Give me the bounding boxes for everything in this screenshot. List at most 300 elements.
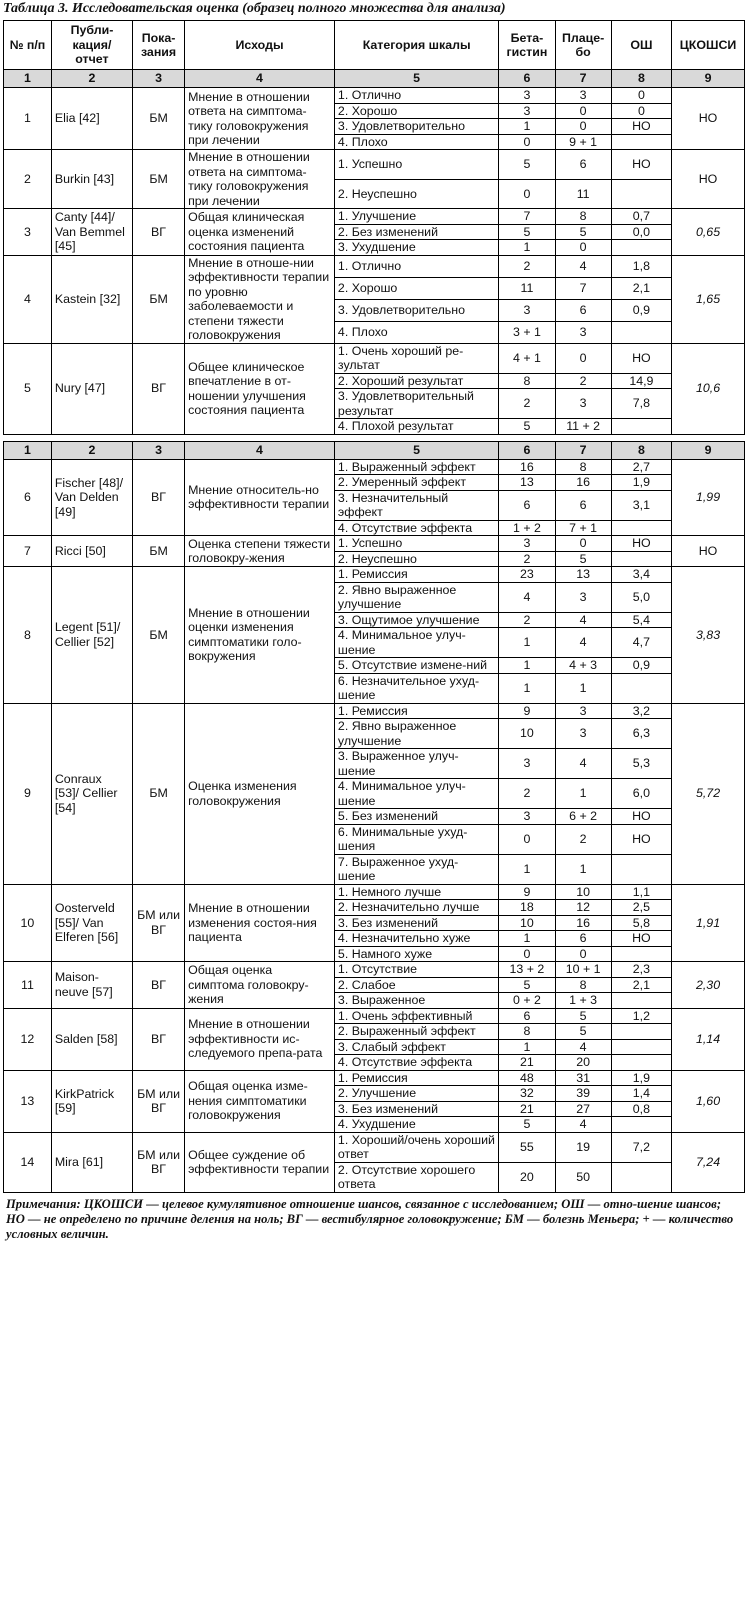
- outcome-cell: Общая оценка симптома головокру-жения: [185, 962, 335, 1009]
- ckoshsi-cell: 0,65: [672, 209, 745, 256]
- table-row: [4, 255, 745, 277]
- placebo-cell: 3: [555, 88, 611, 104]
- placebo-cell: 3: [555, 321, 611, 343]
- ckoshsi-cell: 7,24: [672, 1132, 745, 1192]
- ckoshsi-cell: НО: [672, 150, 745, 209]
- placebo-cell: 3: [555, 703, 611, 719]
- odds-ratio-cell: 6,0: [611, 779, 671, 809]
- betahistine-cell: 48: [499, 1070, 555, 1086]
- odds-ratio-cell: НО: [611, 931, 671, 947]
- scale-category-cell: 4. Отсутствие эффекта: [334, 1055, 498, 1071]
- betahistine-cell: 5: [499, 150, 555, 180]
- odds-ratio-cell: 0,9: [611, 299, 671, 321]
- indication-cell: БМ: [133, 703, 185, 884]
- odds-ratio-cell: 0,9: [611, 658, 671, 674]
- header-cell: Исходы: [185, 21, 335, 70]
- odds-ratio-cell: [611, 551, 671, 567]
- header-cell: Пока-зания: [133, 21, 185, 70]
- placebo-cell: 16: [555, 915, 611, 931]
- betahistine-cell: 5: [499, 1117, 555, 1133]
- column-number: 1: [4, 441, 52, 459]
- indication-cell: БМ: [133, 150, 185, 209]
- betahistine-cell: 21: [499, 1101, 555, 1117]
- placebo-cell: 0: [555, 343, 611, 373]
- odds-ratio-cell: [611, 1024, 671, 1040]
- scale-category-cell: 4. Минимальное улуч-шение: [334, 628, 498, 658]
- scale-category-cell: 3. Удовлетворительный результат: [334, 389, 498, 419]
- outcome-cell: Мнение в отношении оценки изменения симптоматики голо-вокружения: [185, 567, 335, 704]
- study-number: 4: [4, 255, 52, 343]
- betahistine-cell: 13: [499, 475, 555, 491]
- odds-ratio-cell: [611, 673, 671, 703]
- placebo-cell: 19: [555, 1132, 611, 1162]
- odds-ratio-cell: 5,3: [611, 749, 671, 779]
- placebo-cell: 0: [555, 536, 611, 552]
- scale-category-cell: 3. Удовлетворительно: [334, 299, 498, 321]
- placebo-cell: 6: [555, 299, 611, 321]
- study-number: 5: [4, 343, 52, 434]
- placebo-cell: 3: [555, 389, 611, 419]
- scale-category-cell: 4. Плохой результат: [334, 419, 498, 435]
- placebo-cell: 20: [555, 1055, 611, 1071]
- publication-cell: Burkin [43]: [51, 150, 132, 209]
- column-number-row: [4, 70, 745, 88]
- header-cell: Плаце-бо: [555, 21, 611, 70]
- odds-ratio-cell: 2,1: [611, 277, 671, 299]
- ckoshsi-cell: 1,65: [672, 255, 745, 343]
- betahistine-cell: 1: [499, 931, 555, 947]
- placebo-cell: 39: [555, 1086, 611, 1102]
- odds-ratio-cell: 0,8: [611, 1101, 671, 1117]
- betahistine-cell: 3: [499, 103, 555, 119]
- betahistine-cell: 3: [499, 299, 555, 321]
- table-row: [4, 1132, 745, 1162]
- betahistine-cell: 1: [499, 628, 555, 658]
- placebo-cell: 31: [555, 1070, 611, 1086]
- column-number: 7: [555, 441, 611, 459]
- publication-cell: Salden [58]: [51, 1008, 132, 1070]
- placebo-cell: 13: [555, 567, 611, 583]
- betahistine-cell: 5: [499, 977, 555, 993]
- scale-category-cell: 1. Успешно: [334, 150, 498, 180]
- outcome-cell: Мнение в отноше-нии эффективности терапии по уровню заболеваемости и степени тяжести головокружения: [185, 255, 335, 343]
- betahistine-cell: 8: [499, 1024, 555, 1040]
- publication-cell: Kastein [32]: [51, 255, 132, 343]
- scale-category-cell: 2. Слабое: [334, 977, 498, 993]
- scale-category-cell: 4. Минимальное улуч-шение: [334, 779, 498, 809]
- study-number: 2: [4, 150, 52, 209]
- ckoshsi-cell: 5,72: [672, 703, 745, 884]
- outcome-cell: Мнение в отношении изменения состоя-ния пациента: [185, 884, 335, 962]
- scale-category-cell: 1. Отлично: [334, 88, 498, 104]
- header-cell: Бета-гистин: [499, 21, 555, 70]
- ckoshsi-cell: 1,91: [672, 884, 745, 962]
- odds-ratio-cell: 0,0: [611, 224, 671, 240]
- betahistine-cell: 10: [499, 719, 555, 749]
- header-row: [4, 21, 745, 70]
- ckoshsi-cell: 3,83: [672, 567, 745, 704]
- scale-category-cell: 4. Ухудшение: [334, 1117, 498, 1133]
- study-number: 12: [4, 1008, 52, 1070]
- betahistine-cell: 0: [499, 946, 555, 962]
- publication-cell: Ricci [50]: [51, 536, 132, 567]
- header-cell: ЦКОШСИ: [672, 21, 745, 70]
- placebo-cell: 5: [555, 1008, 611, 1024]
- placebo-cell: 1: [555, 854, 611, 884]
- research-table: [3, 20, 745, 1193]
- odds-ratio-cell: [611, 1055, 671, 1071]
- odds-ratio-cell: 5,0: [611, 582, 671, 612]
- odds-ratio-cell: 3,1: [611, 490, 671, 520]
- column-number: 3: [133, 70, 185, 88]
- placebo-cell: 5: [555, 224, 611, 240]
- betahistine-cell: 2: [499, 779, 555, 809]
- scale-category-cell: 1. Очень хороший ре-зультат: [334, 343, 498, 373]
- outcome-cell: Общая клиническая оценка изменений состояния пациента: [185, 209, 335, 256]
- scale-category-cell: 2. Выраженный эффект: [334, 1024, 498, 1040]
- placebo-cell: 8: [555, 209, 611, 225]
- betahistine-cell: 20: [499, 1162, 555, 1192]
- odds-ratio-cell: 0: [611, 103, 671, 119]
- placebo-cell: 1 + 3: [555, 993, 611, 1009]
- betahistine-cell: 6: [499, 1008, 555, 1024]
- scale-category-cell: 1. Ремиссия: [334, 567, 498, 583]
- placebo-cell: 10 + 1: [555, 962, 611, 978]
- betahistine-cell: 7: [499, 209, 555, 225]
- placebo-cell: 50: [555, 1162, 611, 1192]
- study-number: 10: [4, 884, 52, 962]
- indication-cell: БМ или ВГ: [133, 884, 185, 962]
- header-cell: № п/п: [4, 21, 52, 70]
- ckoshsi-cell: НО: [672, 88, 745, 150]
- column-number: 6: [499, 70, 555, 88]
- column-number: 5: [334, 441, 498, 459]
- scale-category-cell: 2. Отсутствие хорошего ответа: [334, 1162, 498, 1192]
- odds-ratio-cell: 5,8: [611, 915, 671, 931]
- publication-cell: Elia [42]: [51, 88, 132, 150]
- indication-cell: БМ: [133, 567, 185, 704]
- scale-category-cell: 1. Ремиссия: [334, 703, 498, 719]
- placebo-cell: 3: [555, 582, 611, 612]
- betahistine-cell: 1 + 2: [499, 520, 555, 536]
- placebo-cell: 11: [555, 179, 611, 209]
- scale-category-cell: 3. Выраженное: [334, 993, 498, 1009]
- placebo-cell: 4: [555, 255, 611, 277]
- odds-ratio-cell: [611, 1162, 671, 1192]
- study-number: 6: [4, 459, 52, 536]
- scale-category-cell: 3. Удовлетворительно: [334, 119, 498, 135]
- column-number: 8: [611, 441, 671, 459]
- scale-category-cell: 6. Незначительное ухуд-шение: [334, 673, 498, 703]
- column-number: 7: [555, 70, 611, 88]
- odds-ratio-cell: 3,2: [611, 703, 671, 719]
- study-number: 3: [4, 209, 52, 256]
- odds-ratio-cell: НО: [611, 809, 671, 825]
- placebo-cell: 3: [555, 719, 611, 749]
- scale-category-cell: 2. Неуспешно: [334, 551, 498, 567]
- odds-ratio-cell: НО: [611, 119, 671, 135]
- betahistine-cell: 4 + 1: [499, 343, 555, 373]
- betahistine-cell: 0 + 2: [499, 993, 555, 1009]
- betahistine-cell: 0: [499, 134, 555, 150]
- publication-cell: Maison-neuve [57]: [51, 962, 132, 1009]
- odds-ratio-cell: 1,2: [611, 1008, 671, 1024]
- placebo-cell: 4: [555, 749, 611, 779]
- publication-cell: Conraux [53]/ Cellier [54]: [51, 703, 132, 884]
- indication-cell: ВГ: [133, 459, 185, 536]
- scale-category-cell: 1. Отлично: [334, 255, 498, 277]
- odds-ratio-cell: [611, 854, 671, 884]
- betahistine-cell: 4: [499, 582, 555, 612]
- betahistine-cell: 1: [499, 658, 555, 674]
- ckoshsi-cell: 2,30: [672, 962, 745, 1009]
- odds-ratio-cell: 5,4: [611, 612, 671, 628]
- scale-category-cell: 3. Без изменений: [334, 1101, 498, 1117]
- scale-category-cell: 3. Ухудшение: [334, 240, 498, 256]
- betahistine-cell: 9: [499, 884, 555, 900]
- placebo-cell: 0: [555, 946, 611, 962]
- table-notes: Примечания: ЦКОШСИ — целевое кумулятивное отношение шансов, связанное с исследованием; ОШ — отно-шение шансов; НО — не определено по причине деления на ноль; ВГ — вестибулярное головокружение; БМ — болезнь Меньера; + — количество условных величин.: [6, 1196, 734, 1241]
- betahistine-cell: 0: [499, 824, 555, 854]
- odds-ratio-cell: [611, 240, 671, 256]
- scale-category-cell: 2. Явно выраженное улучшение: [334, 582, 498, 612]
- placebo-cell: 0: [555, 119, 611, 135]
- scale-category-cell: 3. Слабый эффект: [334, 1039, 498, 1055]
- table-row: [4, 88, 745, 104]
- indication-cell: БМ: [133, 88, 185, 150]
- placebo-cell: 6: [555, 931, 611, 947]
- betahistine-cell: 2: [499, 612, 555, 628]
- odds-ratio-cell: 2,1: [611, 977, 671, 993]
- odds-ratio-cell: НО: [611, 150, 671, 180]
- scale-category-cell: 1. Ремиссия: [334, 1070, 498, 1086]
- scale-category-cell: 5. Без изменений: [334, 809, 498, 825]
- betahistine-cell: 55: [499, 1132, 555, 1162]
- indication-cell: ВГ: [133, 962, 185, 1009]
- odds-ratio-cell: 2,7: [611, 459, 671, 475]
- odds-ratio-cell: 7,2: [611, 1132, 671, 1162]
- header-cell: Публи-кация/ отчет: [51, 21, 132, 70]
- column-number: 9: [672, 441, 745, 459]
- placebo-cell: 1: [555, 673, 611, 703]
- odds-ratio-cell: [611, 520, 671, 536]
- scale-category-cell: 1. Хороший/очень хороший ответ: [334, 1132, 498, 1162]
- indication-cell: ВГ: [133, 209, 185, 256]
- study-number: 13: [4, 1070, 52, 1132]
- scale-category-cell: 3. Ощутимое улучшение: [334, 612, 498, 628]
- placebo-cell: 5: [555, 551, 611, 567]
- scale-category-cell: 4. Плохо: [334, 134, 498, 150]
- publication-cell: Oosterveld [55]/ Van Elferen [56]: [51, 884, 132, 962]
- column-number: 6: [499, 441, 555, 459]
- column-number: 8: [611, 70, 671, 88]
- indication-cell: БМ: [133, 536, 185, 567]
- outcome-cell: Мнение в отношении эффективности ис-следуемого препа-рата: [185, 1008, 335, 1070]
- placebo-cell: 8: [555, 977, 611, 993]
- ckoshsi-cell: 1,60: [672, 1070, 745, 1132]
- outcome-cell: Мнение относитель-но эффективности терапии: [185, 459, 335, 536]
- odds-ratio-cell: 1,9: [611, 1070, 671, 1086]
- betahistine-cell: 23: [499, 567, 555, 583]
- scale-category-cell: 1. Немного лучше: [334, 884, 498, 900]
- placebo-cell: 8: [555, 459, 611, 475]
- placebo-cell: 9 + 1: [555, 134, 611, 150]
- table-row: [4, 703, 745, 719]
- study-number: 8: [4, 567, 52, 704]
- odds-ratio-cell: 1,4: [611, 1086, 671, 1102]
- table-row: [4, 343, 745, 373]
- betahistine-cell: 3: [499, 749, 555, 779]
- table-row: [4, 150, 745, 180]
- table-row: [4, 962, 745, 978]
- placebo-cell: 12: [555, 900, 611, 916]
- scale-category-cell: 1. Очень эффективный: [334, 1008, 498, 1024]
- odds-ratio-cell: 3,4: [611, 567, 671, 583]
- odds-ratio-cell: [611, 1039, 671, 1055]
- outcome-cell: Общее суждение об эффективности терапии: [185, 1132, 335, 1192]
- outcome-cell: Оценка степени тяжести головокру-жения: [185, 536, 335, 567]
- placebo-cell: 6: [555, 490, 611, 520]
- placebo-cell: 0: [555, 240, 611, 256]
- table-caption: Таблица 3. Исследовательская оценка (образец полного множества для анализа): [3, 1, 506, 16]
- odds-ratio-cell: 1,9: [611, 475, 671, 491]
- table-row: [4, 567, 745, 583]
- placebo-cell: 7: [555, 277, 611, 299]
- header-cell: Категория шкалы: [334, 21, 498, 70]
- betahistine-cell: 13 + 2: [499, 962, 555, 978]
- placebo-cell: 16: [555, 475, 611, 491]
- placebo-cell: 4: [555, 1039, 611, 1055]
- odds-ratio-cell: [611, 179, 671, 209]
- placebo-cell: 11 + 2: [555, 419, 611, 435]
- table-row: [4, 1008, 745, 1024]
- betahistine-cell: 1: [499, 1039, 555, 1055]
- indication-cell: БМ или ВГ: [133, 1070, 185, 1132]
- outcome-cell: Мнение в отношении ответа на симптома-тику головокружения при лечении: [185, 88, 335, 150]
- betahistine-cell: 6: [499, 490, 555, 520]
- scale-category-cell: 1. Успешно: [334, 536, 498, 552]
- column-number-row: [4, 441, 745, 459]
- betahistine-cell: 2: [499, 255, 555, 277]
- scale-category-cell: 3. Выраженное улуч-шение: [334, 749, 498, 779]
- scale-category-cell: 2. Явно выраженное улучшение: [334, 719, 498, 749]
- study-number: 7: [4, 536, 52, 567]
- scale-category-cell: 2. Улучшение: [334, 1086, 498, 1102]
- column-number: 4: [185, 441, 335, 459]
- scale-category-cell: 1. Улучшение: [334, 209, 498, 225]
- odds-ratio-cell: [611, 419, 671, 435]
- scale-category-cell: 1. Отсутствие: [334, 962, 498, 978]
- page-break: [4, 434, 745, 441]
- betahistine-cell: 1: [499, 854, 555, 884]
- betahistine-cell: 3: [499, 536, 555, 552]
- betahistine-cell: 16: [499, 459, 555, 475]
- ckoshsi-cell: 10,6: [672, 343, 745, 434]
- betahistine-cell: 1: [499, 119, 555, 135]
- ckoshsi-cell: 1,99: [672, 459, 745, 536]
- scale-category-cell: 2. Незначительно лучше: [334, 900, 498, 916]
- ckoshsi-cell: 1,14: [672, 1008, 745, 1070]
- table-row: [4, 1070, 745, 1086]
- outcome-cell: Общая оценка изме-нения симптоматики головокружения: [185, 1070, 335, 1132]
- column-number: 3: [133, 441, 185, 459]
- betahistine-cell: 1: [499, 673, 555, 703]
- column-number: 2: [51, 441, 132, 459]
- placebo-cell: 6: [555, 150, 611, 180]
- scale-category-cell: 7. Выраженное ухуд-шение: [334, 854, 498, 884]
- outcome-cell: Общее клиническое впечатление в от-ношении улучшения состояния пациента: [185, 343, 335, 434]
- betahistine-cell: 2: [499, 551, 555, 567]
- publication-cell: Fischer [48]/ Van Delden [49]: [51, 459, 132, 536]
- scale-category-cell: 2. Хороший результат: [334, 373, 498, 389]
- placebo-cell: 2: [555, 373, 611, 389]
- scale-category-cell: 4. Отсутствие эффекта: [334, 520, 498, 536]
- betahistine-cell: 11: [499, 277, 555, 299]
- placebo-cell: 7 + 1: [555, 520, 611, 536]
- scale-category-cell: 5. Отсутствие измене-ний: [334, 658, 498, 674]
- scale-category-cell: 6. Минимальные ухуд-шения: [334, 824, 498, 854]
- table-row: [4, 459, 745, 475]
- indication-cell: БМ или ВГ: [133, 1132, 185, 1192]
- odds-ratio-cell: 7,8: [611, 389, 671, 419]
- table-row: [4, 536, 745, 552]
- odds-ratio-cell: НО: [611, 536, 671, 552]
- odds-ratio-cell: 1,1: [611, 884, 671, 900]
- indication-cell: ВГ: [133, 343, 185, 434]
- odds-ratio-cell: 2,5: [611, 900, 671, 916]
- publication-cell: Legent [51]/ Cellier [52]: [51, 567, 132, 704]
- placebo-cell: 10: [555, 884, 611, 900]
- study-number: 14: [4, 1132, 52, 1192]
- odds-ratio-cell: [611, 1117, 671, 1133]
- column-number: 5: [334, 70, 498, 88]
- odds-ratio-cell: [611, 321, 671, 343]
- odds-ratio-cell: 0: [611, 88, 671, 104]
- indication-cell: ВГ: [133, 1008, 185, 1070]
- placebo-cell: 5: [555, 1024, 611, 1040]
- odds-ratio-cell: 2,3: [611, 962, 671, 978]
- betahistine-cell: 18: [499, 900, 555, 916]
- scale-category-cell: 2. Хорошо: [334, 277, 498, 299]
- placebo-cell: 27: [555, 1101, 611, 1117]
- placebo-cell: 4: [555, 628, 611, 658]
- odds-ratio-cell: [611, 134, 671, 150]
- placebo-cell: 4: [555, 612, 611, 628]
- betahistine-cell: 3: [499, 809, 555, 825]
- betahistine-cell: 1: [499, 240, 555, 256]
- odds-ratio-cell: 6,3: [611, 719, 671, 749]
- betahistine-cell: 5: [499, 419, 555, 435]
- outcome-cell: Мнение в отношении ответа на симптома-тику головокружения при лечении: [185, 150, 335, 209]
- column-number: 2: [51, 70, 132, 88]
- scale-category-cell: 5. Намного хуже: [334, 946, 498, 962]
- odds-ratio-cell: 14,9: [611, 373, 671, 389]
- header-cell: ОШ: [611, 21, 671, 70]
- odds-ratio-cell: [611, 946, 671, 962]
- study-number: 11: [4, 962, 52, 1009]
- betahistine-cell: 21: [499, 1055, 555, 1071]
- study-number: 9: [4, 703, 52, 884]
- odds-ratio-cell: [611, 993, 671, 1009]
- placebo-cell: 6 + 2: [555, 809, 611, 825]
- betahistine-cell: 0: [499, 179, 555, 209]
- odds-ratio-cell: 0,7: [611, 209, 671, 225]
- scale-category-cell: 4. Плохо: [334, 321, 498, 343]
- outcome-cell: Оценка изменения головокружения: [185, 703, 335, 884]
- betahistine-cell: 5: [499, 224, 555, 240]
- indication-cell: БМ: [133, 255, 185, 343]
- scale-category-cell: 1. Выраженный эффект: [334, 459, 498, 475]
